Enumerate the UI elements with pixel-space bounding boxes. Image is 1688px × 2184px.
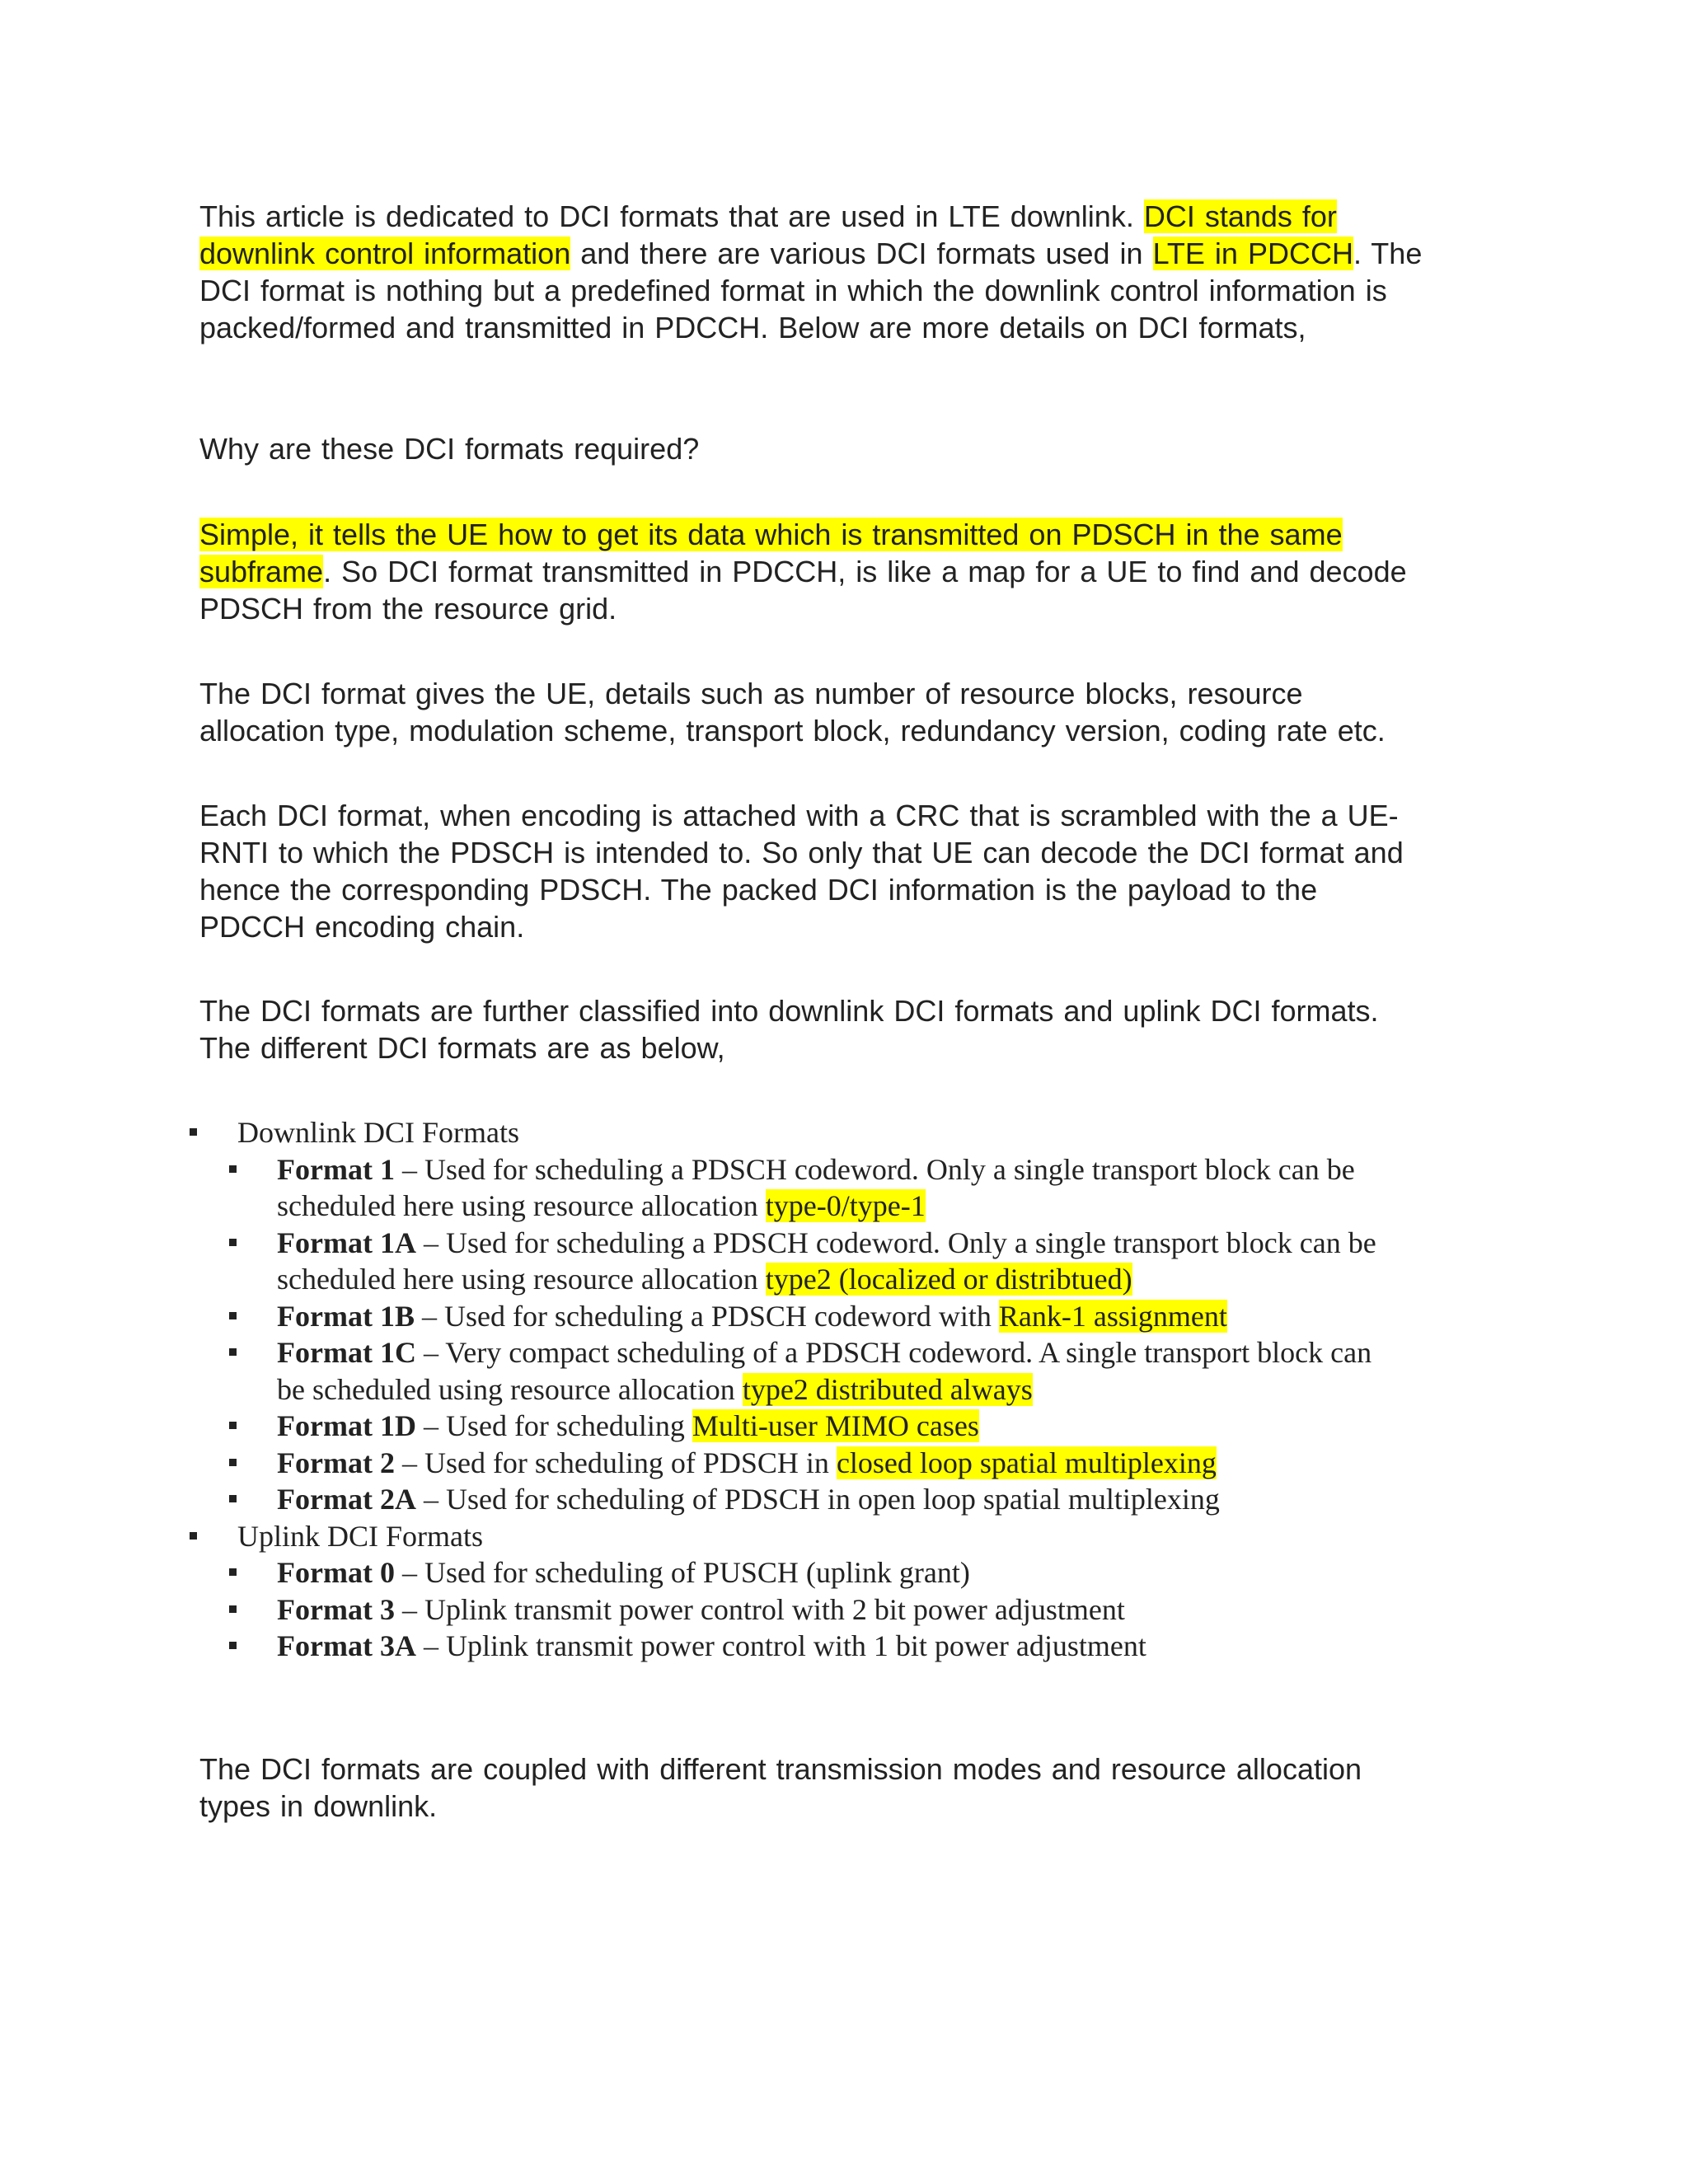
list-heading: Uplink DCI Formats (237, 1519, 484, 1553)
list-item-format-2a (181, 1481, 1517, 1518)
square-bullet-icon (229, 1459, 237, 1466)
highlighted-text: Rank-1 assignment (998, 1299, 1227, 1333)
format-name: Format 0 (277, 1556, 395, 1589)
dci-format-list (181, 1114, 1517, 1665)
intro-text: and there are various DCI formats used in (570, 237, 1153, 270)
format-name: Format 1A (277, 1226, 416, 1259)
list-item-format-1 (181, 1151, 1517, 1225)
closing-paragraph (199, 1750, 1518, 1825)
format-desc: be scheduled using resource allocation (277, 1372, 743, 1406)
highlighted-text: Simple, it tells the UE how to get its data which is transmitted on PDSCH in the same (199, 518, 1343, 551)
answer-paragraph (199, 516, 1518, 627)
list-item-downlink (181, 1114, 1517, 1151)
highlighted-text: subframe (199, 555, 324, 588)
format-desc: – Used for scheduling a PDSCH codeword with (414, 1299, 999, 1333)
format-name: Format 1C (277, 1336, 416, 1369)
square-bullet-icon (229, 1605, 237, 1613)
format-name: Format 1B (277, 1299, 415, 1333)
square-bullet-icon (229, 1642, 237, 1649)
format-name: Format 3 (277, 1592, 395, 1626)
highlighted-text: downlink control information (199, 237, 571, 270)
answer-text: . So DCI format transmitted in PDCCH, is like a map for a UE to find and decode (323, 555, 1407, 588)
answer-line-3: PDSCH from the resource grid. (199, 592, 617, 626)
format-name: Format 2A (277, 1483, 416, 1516)
question-text: Why are these DCI formats required? (199, 432, 700, 466)
answer-line-1 (199, 516, 1518, 553)
crc-line-4: PDCCH encoding chain. (199, 910, 525, 944)
highlighted-text: type2 (localized or distribtued) (765, 1263, 1132, 1296)
crc-line-1: Each DCI format, when encoding is attached with a CRC that is scrambled with the a UE- (199, 799, 1399, 832)
crc-line-2: RNTI to which the PDSCH is intended to. So only that UE can decode the DCI format and (199, 836, 1404, 869)
format-desc: – Used for scheduling (415, 1409, 692, 1442)
format-desc: – Very compact scheduling of a PDSCH codeword. A single transport block can (415, 1336, 1372, 1369)
highlighted-text: Multi-user MIMO cases (692, 1409, 979, 1442)
intro-line-4: packed/formed and transmitted in PDCCH. Below are more details on DCI formats, (199, 311, 1306, 344)
format-desc: scheduled here using resource allocation (277, 1189, 766, 1222)
square-bullet-icon (229, 1422, 237, 1429)
square-bullet-icon (190, 1532, 197, 1540)
highlighted-text: LTE in PDCCH (1152, 237, 1353, 270)
answer-line-2 (199, 553, 1518, 590)
square-bullet-icon (190, 1128, 197, 1136)
classify-line-2: The different DCI formats are as below, (199, 1031, 725, 1065)
format-desc: – Uplink transmit power control with 2 bit power adjustment (394, 1592, 1125, 1626)
format-name: Format 1 (277, 1152, 395, 1186)
format-name: Format 3A (277, 1629, 416, 1662)
list-item-format-1b (181, 1298, 1517, 1335)
format-desc: scheduled here using resource allocation (277, 1263, 766, 1296)
format-desc: – Uplink transmit power control with 1 bit power adjustment (415, 1629, 1146, 1662)
list-item-uplink (181, 1518, 1517, 1555)
square-bullet-icon (229, 1348, 237, 1356)
highlighted-text: closed loop spatial multiplexing (836, 1446, 1217, 1479)
list-item-format-2 (181, 1445, 1517, 1482)
square-bullet-icon (229, 1495, 237, 1502)
format-name: Format 2 (277, 1446, 395, 1479)
format-desc: – Used for scheduling a PDSCH codeword. Only a single transport block can be (415, 1226, 1376, 1259)
list-item-format-0 (181, 1554, 1517, 1591)
crc-paragraph (199, 797, 1518, 945)
list-item-format-1d (181, 1408, 1517, 1445)
crc-line-3: hence the corresponding PDSCH. The packed DCI information is the payload to the (199, 873, 1318, 907)
square-bullet-icon (229, 1239, 237, 1246)
square-bullet-icon (229, 1568, 237, 1576)
list-item-format-3a (181, 1628, 1517, 1665)
classify-line-1: The DCI formats are further classified into downlink DCI formats and uplink DCI formats. (199, 994, 1379, 1028)
list-item-format-1c (181, 1334, 1517, 1408)
format-desc: – Used for scheduling of PDSCH in (394, 1446, 837, 1479)
intro-line-1 (199, 198, 1518, 235)
intro-text: This article is dedicated to DCI formats that are used in LTE downlink. (199, 199, 1144, 233)
details-line-2: allocation type, modulation scheme, transport block, redundancy version, coding rate etc. (199, 714, 1386, 748)
list-item-format-1a (181, 1225, 1517, 1298)
list-item-format-3 (181, 1591, 1517, 1629)
highlighted-text: type2 distributed always (742, 1372, 1033, 1406)
square-bullet-icon (229, 1312, 237, 1319)
intro-paragraph (199, 198, 1518, 346)
format-desc: – Used for scheduling of PUSCH (uplink grant) (394, 1556, 970, 1589)
details-paragraph (199, 675, 1518, 749)
list-heading: Downlink DCI Formats (237, 1116, 519, 1149)
details-line-1: The DCI format gives the UE, details such as number of resource blocks, resource (199, 677, 1303, 710)
format-name: Format 1D (277, 1409, 416, 1442)
intro-text: . The (1353, 237, 1423, 270)
square-bullet-icon (229, 1165, 237, 1173)
format-desc: – Used for scheduling of PDSCH in open loop spatial multiplexing (415, 1483, 1220, 1516)
closing-line-2: types in downlink. (199, 1789, 438, 1823)
intro-line-2 (199, 235, 1518, 272)
highlighted-text: DCI stands for (1143, 199, 1337, 233)
format-desc: – Used for scheduling a PDSCH codeword. Only a single transport block can be (394, 1152, 1355, 1186)
highlighted-text: type-0/type-1 (765, 1189, 926, 1222)
question-heading (199, 430, 1518, 467)
closing-line-1: The DCI formats are coupled with different transmission modes and resource allocation (199, 1752, 1362, 1786)
intro-line-3: DCI format is nothing but a predefined format in which the downlink control information is (199, 274, 1387, 307)
classify-paragraph (199, 992, 1518, 1066)
